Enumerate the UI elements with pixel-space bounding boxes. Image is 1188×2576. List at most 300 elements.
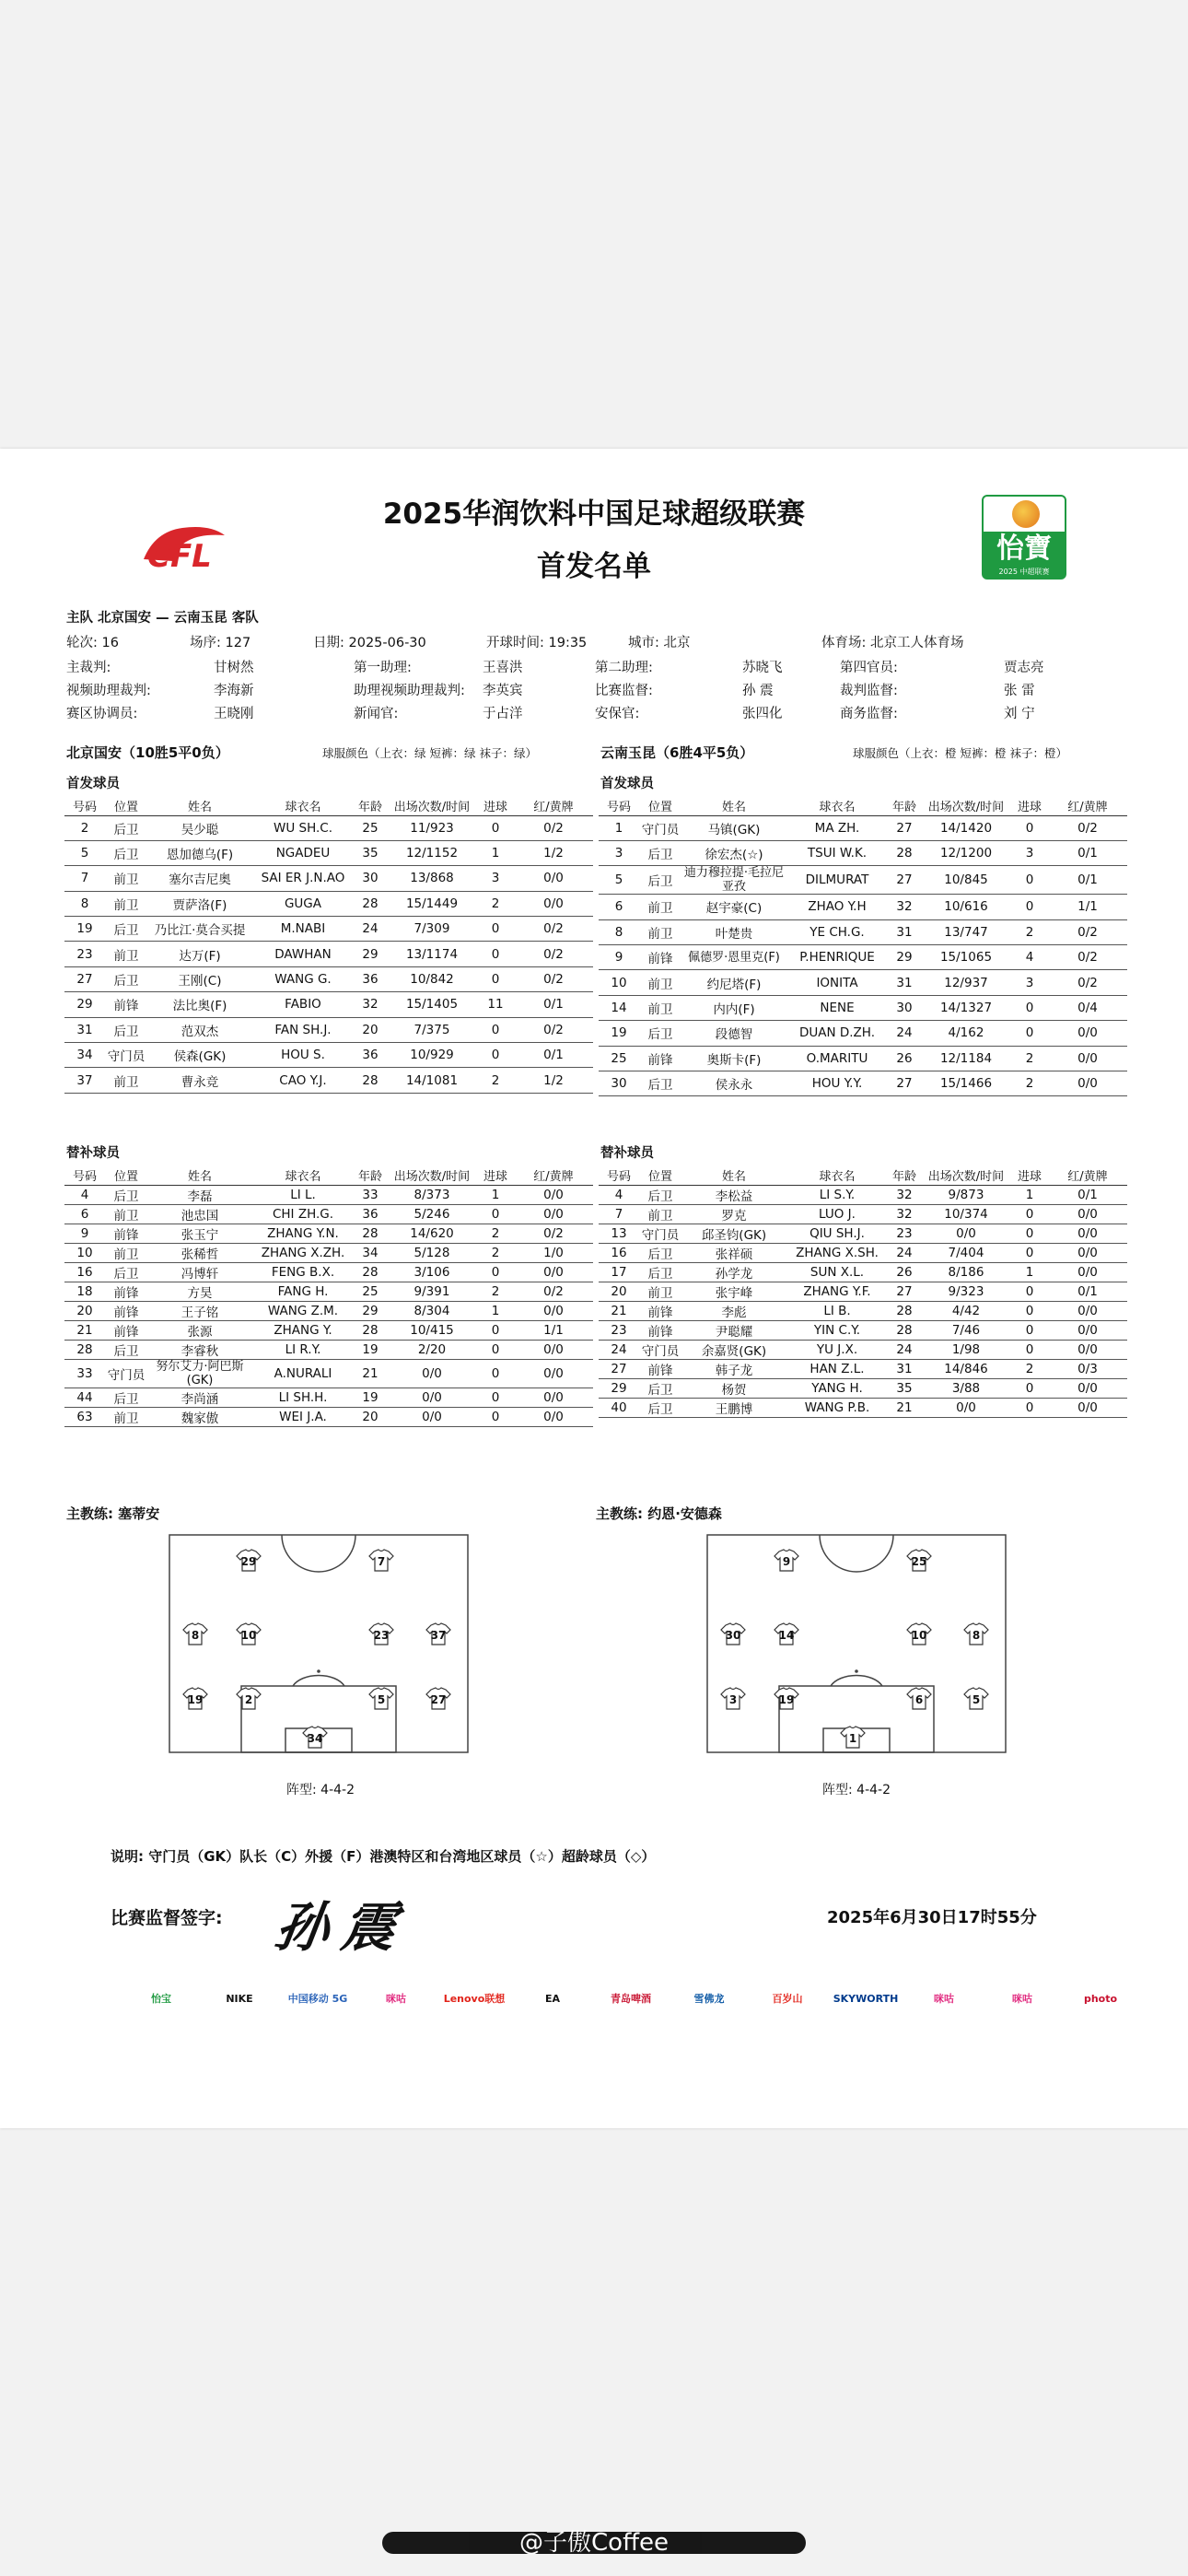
player-cell: 王刚(C) <box>147 966 252 991</box>
player-cell: 3 <box>599 840 639 865</box>
player-cell: ZHANG Y.N. <box>252 1224 354 1243</box>
official-name: 王晓刚 <box>214 707 254 721</box>
player-cell: 后卫 <box>639 1071 681 1096</box>
player-row <box>64 992 593 1017</box>
player-cell: 后卫 <box>105 1340 147 1359</box>
player-cell: 10/842 <box>387 966 477 991</box>
player-cell: 2 <box>1011 919 1048 944</box>
player-cell: 冯博轩 <box>147 1262 252 1282</box>
player-row <box>599 1185 1127 1204</box>
away-kit-colors: 球服颜色（上衣：橙 短裤：橙 袜子：橙） <box>853 746 1067 760</box>
column-header: 年龄 <box>888 797 921 815</box>
away-starters-table <box>599 797 1127 1096</box>
pitch-outline <box>707 1535 1006 1752</box>
official-name: 王喜洪 <box>483 661 523 675</box>
player-cell: 达万(F) <box>147 942 252 966</box>
sponsor-caption <box>1059 1980 1142 1989</box>
legend: 说明: 守门员（GK）队长（C）外援（F）港澳特区和台湾地区球员（☆）超龄球员（◇） <box>111 1848 656 1865</box>
player-cell: 15/1065 <box>921 945 1011 970</box>
player-cell: 徐宏杰(☆) <box>681 840 786 865</box>
player-cell: ZHANG Y.F. <box>786 1282 888 1301</box>
official-label: 第二助理: <box>595 661 653 675</box>
player-cell: 4 <box>64 1185 105 1204</box>
player-cell: 佩德罗·恩里克(F) <box>681 945 786 970</box>
column-header: 号码 <box>599 1166 639 1185</box>
player-cell: 14 <box>599 995 639 1020</box>
player-cell: 法比奥(F) <box>147 992 252 1017</box>
player-cell: LI B. <box>786 1301 888 1320</box>
player-cell: 14/620 <box>387 1224 477 1243</box>
player-cell: 李松益 <box>681 1185 786 1204</box>
player-cell: 0 <box>477 917 514 942</box>
player-cell: 0 <box>477 942 514 966</box>
player-cell: 0 <box>477 1262 514 1282</box>
player-row <box>64 1407 593 1426</box>
csl-sponsor-mark: 怡寶 <box>996 533 1052 565</box>
player-cell: 1 <box>477 1301 514 1320</box>
player-cell: 26 <box>888 1046 921 1071</box>
player-cell: 后卫 <box>639 1378 681 1398</box>
player-row <box>64 866 593 891</box>
player-cell: 奥斯卡(F) <box>681 1046 786 1071</box>
sponsor-caption <box>433 1980 516 1989</box>
player-row <box>599 866 1127 895</box>
player-cell: 0/2 <box>514 1282 593 1301</box>
away-team-header: 云南玉昆（6胜4平5负） <box>600 744 754 761</box>
player-cell: 0/0 <box>514 1388 593 1407</box>
column-header: 红/黄牌 <box>1048 797 1127 815</box>
player-row <box>64 917 593 942</box>
player-cell: 0/0 <box>1048 1046 1127 1071</box>
official-name: 孙 震 <box>742 684 774 698</box>
column-header: 出场次数/时间 <box>921 1166 1011 1185</box>
sponsor-mark: 中国移动 5G <box>287 1993 348 2005</box>
player-row <box>599 840 1127 865</box>
player-cell: LI R.Y. <box>252 1340 354 1359</box>
player-cell: 张源 <box>147 1320 252 1340</box>
player-cell: LI S.Y. <box>786 1185 888 1204</box>
player-row <box>64 1204 593 1224</box>
player-cell: 前锋 <box>639 1046 681 1071</box>
player-row <box>64 1068 593 1093</box>
player-cell: 马镇(GK) <box>681 815 786 840</box>
player-cell: 前卫 <box>639 995 681 1020</box>
sponsor-logo <box>1059 1980 1142 2011</box>
player-cell: 2/20 <box>387 1340 477 1359</box>
player-cell: A.NURALI <box>252 1359 354 1388</box>
player-cell: ZHAO Y.H <box>786 895 888 919</box>
player-cell: 10 <box>599 970 639 995</box>
player-cell: 前锋 <box>105 992 147 1017</box>
official-label: 主裁判: <box>66 661 111 675</box>
column-header: 红/黄牌 <box>514 1166 593 1185</box>
player-cell: 3 <box>1011 970 1048 995</box>
player-cell: 0 <box>477 1043 514 1068</box>
player-cell: WANG Z.M. <box>252 1301 354 1320</box>
player-cell: 1/1 <box>514 1320 593 1340</box>
player-cell: ZHANG Y. <box>252 1320 354 1340</box>
player-cell: 尹聪耀 <box>681 1320 786 1340</box>
sponsor-logo <box>903 1980 985 2011</box>
player-row <box>599 1282 1127 1301</box>
signature-datetime: 2025年6月30日17时55分 <box>827 1908 1037 1927</box>
player-row <box>599 995 1127 1020</box>
player-cell: 侯森(GK) <box>147 1043 252 1068</box>
player-cell: TSUI W.K. <box>786 840 888 865</box>
player-cell: 4/162 <box>921 1021 1011 1046</box>
player-cell: YE CH.G. <box>786 919 888 944</box>
player-cell: 前锋 <box>105 1282 147 1301</box>
player-cell: 恩加德乌(F) <box>147 840 252 865</box>
svg-text:CFL: CFL <box>147 538 212 575</box>
player-cell: 31 <box>888 970 921 995</box>
player-cell: SUN X.L. <box>786 1262 888 1282</box>
player-cell: 0 <box>1011 1224 1048 1243</box>
player-row <box>599 815 1127 840</box>
home-coach: 主教练: 塞蒂安 <box>66 1505 160 1522</box>
column-header: 出场次数/时间 <box>921 797 1011 815</box>
player-cell: 20 <box>354 1017 387 1042</box>
official-name: 甘树然 <box>214 661 254 675</box>
player-cell: 孙学龙 <box>681 1262 786 1282</box>
jersey-number: 34 <box>307 1732 323 1745</box>
sponsor-logo <box>589 1980 672 2011</box>
away-subs-table <box>599 1166 1127 1418</box>
player-cell: 11 <box>477 992 514 1017</box>
player-cell: 0/1 <box>514 1043 593 1068</box>
player-row <box>64 1301 593 1320</box>
player-cell: 0/2 <box>1048 815 1127 840</box>
player-cell: 0/0 <box>1048 1340 1127 1359</box>
player-cell: DILMURAT <box>786 866 888 895</box>
player-cell: 28 <box>354 1262 387 1282</box>
player-cell: 13 <box>599 1224 639 1243</box>
player-cell: 15/1466 <box>921 1071 1011 1096</box>
sponsor-logo <box>433 1980 516 2011</box>
player-cell: 21 <box>599 1301 639 1320</box>
player-cell: 0/0 <box>1048 1320 1127 1340</box>
player-cell: 12/1200 <box>921 840 1011 865</box>
player-cell: 后卫 <box>105 966 147 991</box>
player-cell: 1/0 <box>514 1243 593 1262</box>
player-cell: 0/0 <box>514 1359 593 1388</box>
player-cell: 28 <box>888 1320 921 1340</box>
player-cell: ZHANG X.ZH. <box>252 1243 354 1262</box>
player-cell: 前锋 <box>105 1301 147 1320</box>
official-label: 第一助理: <box>354 661 412 675</box>
player-cell: LI L. <box>252 1185 354 1204</box>
player-cell: 0/0 <box>387 1388 477 1407</box>
player-cell: 23 <box>599 1320 639 1340</box>
jersey-number: 7 <box>377 1555 386 1568</box>
home-kit-colors: 球服颜色（上衣：绿 短裤：绿 袜子：绿） <box>322 746 537 760</box>
sponsor-caption <box>198 1980 281 1989</box>
player-cell: 2 <box>1011 1071 1048 1096</box>
jersey-number: 3 <box>728 1693 738 1706</box>
player-cell: 0 <box>477 1320 514 1340</box>
player-cell: 30 <box>888 995 921 1020</box>
player-cell: 后卫 <box>105 815 147 840</box>
player-cell: 0 <box>1011 995 1048 1020</box>
player-cell: FAN SH.J. <box>252 1017 354 1042</box>
player-cell: 1/2 <box>514 840 593 865</box>
player-cell: 0/0 <box>387 1359 477 1388</box>
player-row <box>599 1359 1127 1378</box>
player-cell: 4 <box>599 1185 639 1204</box>
player-cell: O.MARITU <box>786 1046 888 1071</box>
player-cell: QIU SH.J. <box>786 1224 888 1243</box>
player-cell: 0/2 <box>514 966 593 991</box>
player-cell: 40 <box>599 1398 639 1417</box>
column-header: 球衣名 <box>786 1166 888 1185</box>
player-cell: 0/2 <box>1048 919 1127 944</box>
home-formation: 阵型: 4-4-2 <box>286 1783 355 1797</box>
player-cell: 0/0 <box>921 1398 1011 1417</box>
column-header: 出场次数/时间 <box>387 797 477 815</box>
player-cell: DUAN D.ZH. <box>786 1021 888 1046</box>
jersey-number: 8 <box>972 1629 981 1642</box>
sponsor-caption <box>276 1980 359 1989</box>
player-cell: 前锋 <box>639 1301 681 1320</box>
player-cell: 3/88 <box>921 1378 1011 1398</box>
away-starters-label: 首发球员 <box>600 777 654 791</box>
lineup-sheet <box>0 449 1188 2128</box>
player-cell: 前锋 <box>105 1224 147 1243</box>
player-cell: 0/0 <box>1048 1301 1127 1320</box>
player-cell: 0/0 <box>514 1185 593 1204</box>
player-cell: 7/309 <box>387 917 477 942</box>
player-cell: 守门员 <box>639 815 681 840</box>
player-cell: 10/415 <box>387 1320 477 1340</box>
player-cell: 0/1 <box>1048 1185 1127 1204</box>
player-cell: 20 <box>354 1407 387 1426</box>
player-cell: 0 <box>1011 1340 1048 1359</box>
player-cell: 前锋 <box>639 1359 681 1378</box>
player-cell: 9 <box>599 945 639 970</box>
column-header: 姓名 <box>147 1166 252 1185</box>
player-cell: 赵宇豪(C) <box>681 895 786 919</box>
player-row <box>64 1262 593 1282</box>
city: 城市: 北京 <box>628 636 691 650</box>
player-cell: 0/0 <box>514 1301 593 1320</box>
player-cell: 后卫 <box>639 1243 681 1262</box>
player-cell: 5/246 <box>387 1204 477 1224</box>
official-name: 贾志亮 <box>1004 661 1044 675</box>
player-cell: 0/0 <box>514 891 593 916</box>
jersey-number: 29 <box>240 1555 257 1568</box>
column-header: 红/黄牌 <box>514 797 593 815</box>
player-cell: 0 <box>1011 866 1048 895</box>
sponsor-logo <box>824 1980 907 2011</box>
player-cell: 32 <box>888 1204 921 1224</box>
official-label: 新闻官: <box>354 707 399 721</box>
player-cell: 守门员 <box>639 1340 681 1359</box>
player-row <box>64 1185 593 1204</box>
player-cell: 方昊 <box>147 1282 252 1301</box>
player-cell: 张玉宁 <box>147 1224 252 1243</box>
player-cell: 5/128 <box>387 1243 477 1262</box>
player-cell: ZHANG X.SH. <box>786 1243 888 1262</box>
player-cell: 0/2 <box>514 942 593 966</box>
column-header: 姓名 <box>681 1166 786 1185</box>
player-cell: 余嘉贤(GK) <box>681 1340 786 1359</box>
player-cell: 12/1152 <box>387 840 477 865</box>
player-cell: 王子铭 <box>147 1301 252 1320</box>
player-cell: 63 <box>64 1407 105 1426</box>
official-name: 李海新 <box>214 684 254 698</box>
away-coach: 主教练: 约恩·安德森 <box>596 1505 722 1522</box>
player-cell: 31 <box>64 1017 105 1042</box>
player-cell: 塞尔吉尼奥 <box>147 866 252 891</box>
home-subs-table <box>64 1166 593 1427</box>
column-header: 球衣名 <box>786 797 888 815</box>
sponsor-caption <box>120 1980 203 1989</box>
player-cell: 前卫 <box>105 1243 147 1262</box>
player-cell: 14/1327 <box>921 995 1011 1020</box>
player-cell: 后卫 <box>639 840 681 865</box>
player-cell: 21 <box>354 1359 387 1388</box>
player-cell: 后卫 <box>105 917 147 942</box>
player-cell: 0/1 <box>1048 840 1127 865</box>
official-name: 张 雷 <box>1004 684 1035 698</box>
player-cell: 29 <box>354 1301 387 1320</box>
player-row <box>599 1046 1127 1071</box>
player-cell: SAI ER J.N.AO <box>252 866 354 891</box>
player-cell: 15/1405 <box>387 992 477 1017</box>
player-cell: 8/186 <box>921 1262 1011 1282</box>
sponsor-caption <box>668 1980 751 1989</box>
player-cell: 0/1 <box>1048 1282 1127 1301</box>
player-cell: 27 <box>888 815 921 840</box>
player-cell: IONITA <box>786 970 888 995</box>
player-cell: 张稀哲 <box>147 1243 252 1262</box>
player-cell: 33 <box>64 1359 105 1388</box>
column-header: 进球 <box>1011 1166 1048 1185</box>
column-header: 位置 <box>639 797 681 815</box>
official-label: 商务监督: <box>840 707 898 721</box>
jersey-number: 23 <box>373 1629 390 1642</box>
player-cell: 0 <box>1011 1204 1048 1224</box>
player-cell: 李睿秋 <box>147 1340 252 1359</box>
jersey-number: 10 <box>911 1629 927 1642</box>
player-cell: 吴少聪 <box>147 815 252 840</box>
jersey-number: 10 <box>240 1629 257 1642</box>
player-cell: P.HENRIQUE <box>786 945 888 970</box>
player-cell: 24 <box>354 917 387 942</box>
player-row <box>64 815 593 840</box>
player-cell: 27 <box>64 966 105 991</box>
column-header: 进球 <box>477 797 514 815</box>
player-cell: 28 <box>354 891 387 916</box>
player-cell: 0/2 <box>514 1224 593 1243</box>
player-cell: 前卫 <box>639 970 681 995</box>
player-row <box>64 966 593 991</box>
signature: 孙震 <box>271 1896 413 1959</box>
column-header: 号码 <box>64 797 105 815</box>
player-row <box>64 1282 593 1301</box>
player-cell: 28 <box>354 1224 387 1243</box>
sponsor-mark: NIKE <box>226 1993 253 2005</box>
signature-label: 比赛监督签字: <box>111 1908 223 1928</box>
player-cell: 24 <box>888 1021 921 1046</box>
column-header: 球衣名 <box>252 797 354 815</box>
player-cell: 9/873 <box>921 1185 1011 1204</box>
jersey-number: 5 <box>377 1693 386 1706</box>
player-cell: 0/0 <box>1048 1071 1127 1096</box>
player-cell: LI SH.H. <box>252 1388 354 1407</box>
stadium: 体育场: 北京工人体育场 <box>821 636 964 650</box>
sponsor-logo <box>746 1980 829 2011</box>
player-cell: 8 <box>599 919 639 944</box>
player-cell: WANG P.B. <box>786 1398 888 1417</box>
player-cell: 12/1184 <box>921 1046 1011 1071</box>
player-cell: 35 <box>354 840 387 865</box>
player-cell: 0 <box>477 1407 514 1426</box>
player-cell: 19 <box>64 917 105 942</box>
player-cell: 28 <box>64 1340 105 1359</box>
player-cell: 2 <box>477 1243 514 1262</box>
player-cell: 14/1420 <box>921 815 1011 840</box>
jersey-number: 27 <box>430 1693 447 1706</box>
player-cell: 前卫 <box>105 891 147 916</box>
player-cell: 14/846 <box>921 1359 1011 1378</box>
player-cell: 守门员 <box>639 1224 681 1243</box>
column-header: 姓名 <box>681 797 786 815</box>
official-label: 裁判监督: <box>840 684 898 698</box>
sponsor-mark: 百岁山 <box>772 1993 803 2005</box>
jersey-number: 30 <box>725 1629 741 1642</box>
player-cell: 前卫 <box>639 919 681 944</box>
sheet-subtitle: 首发名单 <box>537 550 651 583</box>
player-row <box>599 1224 1127 1243</box>
player-cell: CAO Y.J. <box>252 1068 354 1093</box>
player-cell: 范双杰 <box>147 1017 252 1042</box>
player-cell: 内内(F) <box>681 995 786 1020</box>
player-cell: FANG H. <box>252 1282 354 1301</box>
player-cell: 30 <box>354 866 387 891</box>
player-cell: 21 <box>64 1320 105 1340</box>
player-cell: 2 <box>64 815 105 840</box>
player-cell: 叶楚贵 <box>681 919 786 944</box>
player-cell: 后卫 <box>105 1017 147 1042</box>
player-cell: 后卫 <box>105 1262 147 1282</box>
column-header: 进球 <box>477 1166 514 1185</box>
player-cell: 努尔艾力·阿巴斯(GK) <box>147 1359 252 1388</box>
kickoff-time: 开球时间: 19:35 <box>486 636 588 650</box>
player-cell: 前卫 <box>639 1282 681 1301</box>
player-cell: 李彪 <box>681 1301 786 1320</box>
player-cell: 6 <box>64 1204 105 1224</box>
jersey-number: 19 <box>778 1693 795 1706</box>
player-cell: 13/1174 <box>387 942 477 966</box>
player-cell: 1/98 <box>921 1340 1011 1359</box>
player-cell: 前卫 <box>105 942 147 966</box>
player-cell: FENG B.X. <box>252 1262 354 1282</box>
player-cell: 0/0 <box>514 1407 593 1426</box>
player-cell: 0/2 <box>514 917 593 942</box>
player-row <box>64 1340 593 1359</box>
player-cell: 守门员 <box>105 1043 147 1068</box>
csl-season-mark: 2025 中超联赛 <box>998 568 1050 576</box>
player-cell: 后卫 <box>639 1185 681 1204</box>
player-cell: 侯永永 <box>681 1071 786 1096</box>
player-cell: 1 <box>477 840 514 865</box>
player-cell: 0 <box>477 1359 514 1388</box>
official-label: 比赛监督: <box>595 684 653 698</box>
player-cell: 2 <box>477 1068 514 1093</box>
column-header: 红/黄牌 <box>1048 1166 1127 1185</box>
player-cell: 0/0 <box>1048 1378 1127 1398</box>
